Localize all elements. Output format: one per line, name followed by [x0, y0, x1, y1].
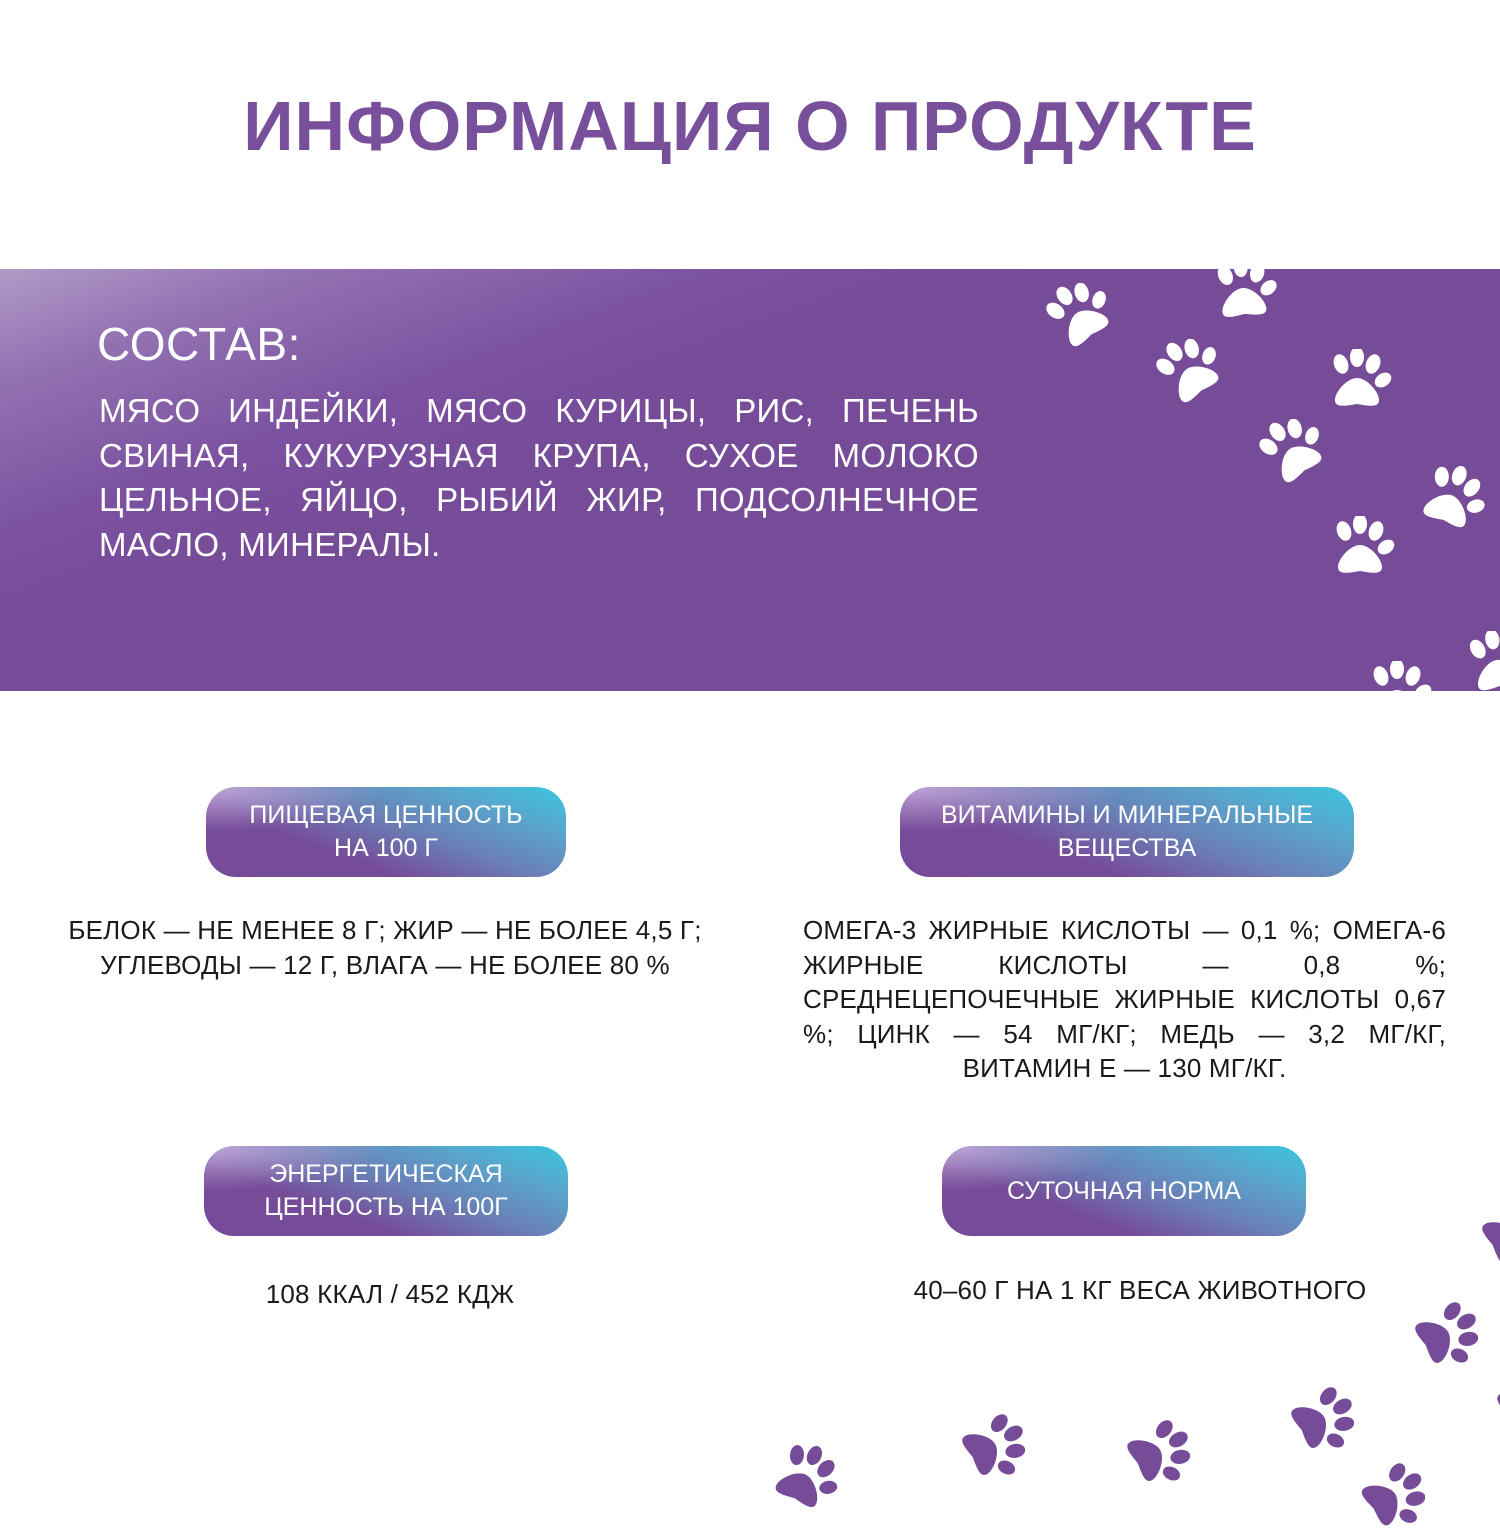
paw-print-icon [1355, 1462, 1425, 1532]
composition-heading: СОСТАВ: [97, 318, 301, 370]
paw-print-icon [1284, 1385, 1354, 1455]
nutrition-text [30, 913, 740, 982]
paw-print-icon [1120, 1418, 1190, 1488]
composition-text: МЯСО ИНДЕЙКИ, МЯСО КУРИЦЫ, РИС, ПЕЧЕНЬ СВИНАЯ, КУКУРУЗНАЯ КРУПА, СУХОЕ МОЛОКО ЦЕЛЬНОЕ, ЯЙЦО, РЫБИЙ ЖИР, ПОДСОЛНЕЧНОЕ МАСЛО, МИНЕРАЛЫ. [99, 392, 979, 563]
nutrition-label-line2: НА 100 Г [334, 834, 438, 862]
paw-print-icon [1322, 349, 1392, 419]
vitamins-label-line2: ВЕЩЕСТВА [1057, 834, 1197, 862]
paw-print-icon [1408, 1300, 1478, 1370]
paw-print-icon [768, 1445, 838, 1515]
nutrition-label-line1: ПИЩЕВАЯ ЦЕННОСТЬ [249, 801, 523, 829]
paw-print-icon [1208, 269, 1278, 329]
nutrition-text-line1: БЕЛОК — НЕ МЕНЕЕ 8 Г; ЖИР — НЕ БОЛЕЕ 4,5 Г; [68, 915, 702, 945]
vitamins-label-line1: ВИТАМИНЫ И МИНЕРАЛЬНЫЕ [940, 801, 1314, 829]
energy-label-line1: ЭНЕРГЕТИЧЕСКАЯ [269, 1160, 503, 1188]
energy-label-line2: ЦЕННОСТЬ НА 100Г [264, 1193, 508, 1221]
composition-banner [0, 269, 1500, 691]
paw-print-icon [1462, 631, 1500, 691]
paw-print-icon [1475, 1200, 1500, 1270]
energy-value-pill [204, 1146, 568, 1236]
paw-print-icon [955, 1412, 1025, 1482]
paw-print-icon [1490, 1370, 1500, 1440]
vitamins-text: ОМЕГА-3 ЖИРНЫЕ КИСЛОТЫ — 0,1 %; ОМЕГА-6 ЖИРНЫЕ КИСЛОТЫ — 0,8 %; СРЕДНЕЦЕПОЧЕЧНЫЕ ЖИРНЫЕ КИСЛОТЫ 0,67 %; ЦИНК — 54 МГ/КГ; МЕДЬ — 3,2 МГ/КГ, ВИТАМИН Е — 130 МГ/КГ. [803, 915, 1446, 1083]
vitamins-minerals-pill [900, 787, 1354, 877]
paw-print-icon [1045, 283, 1115, 353]
paw-print-icon [1155, 339, 1225, 409]
energy-text: 108 ККАЛ / 452 КДЖ [265, 1279, 515, 1309]
page-title: ИНФОРМАЦИЯ О ПРОДУКТЕ [243, 87, 1257, 165]
paw-print-icon [1258, 419, 1328, 489]
daily-norm-pill [942, 1146, 1306, 1236]
daily-norm-label: СУТОЧНАЯ НОРМА [1007, 1176, 1241, 1205]
paw-print-icon [1415, 466, 1485, 536]
nutrition-text-line2: УГЛЕВОДЫ — 12 Г, ВЛАГА — НЕ БОЛЕЕ 80 % [100, 949, 670, 980]
paw-print-icon [1325, 516, 1395, 586]
paw-print-icon [1362, 661, 1432, 691]
daily-norm-text: 40–60 Г НА 1 КГ ВЕСА ЖИВОТНОГО [913, 1275, 1367, 1305]
nutrition-value-pill [206, 787, 566, 877]
